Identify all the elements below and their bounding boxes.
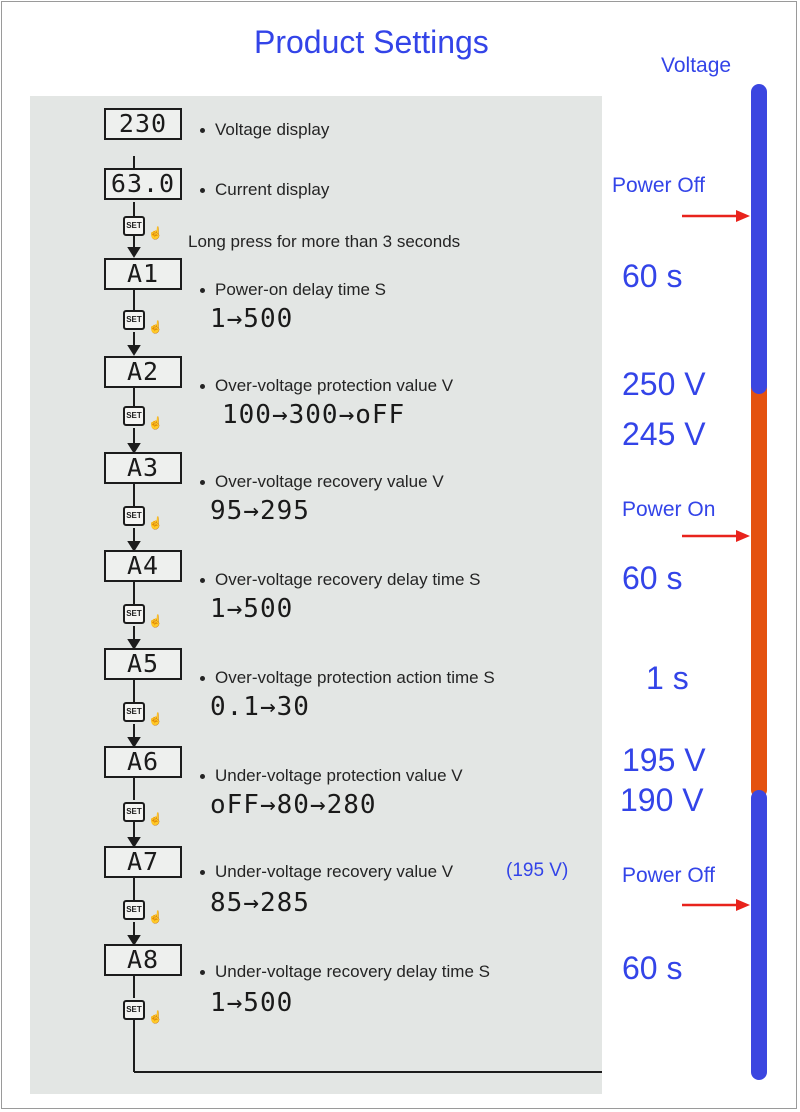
hand-press-icon: ☝ xyxy=(148,614,163,628)
set-key: SET xyxy=(123,802,145,822)
param-a4-label xyxy=(200,570,580,590)
set-key: SET xyxy=(123,1000,145,1020)
lcd-a7: A7 xyxy=(104,846,182,878)
param-a1-text: Power-on delay time S xyxy=(215,280,387,299)
hand-press-icon: ☝ xyxy=(148,320,163,334)
bullet-dot xyxy=(200,676,205,681)
voltage-display-text: Voltage display xyxy=(215,120,330,139)
power-off-top-label: Power Off xyxy=(612,174,705,197)
hand-press-icon: ☝ xyxy=(148,910,163,924)
delay-top-label: 60 s xyxy=(622,258,683,294)
set-key: SET xyxy=(123,506,145,526)
set-key: SET xyxy=(123,604,145,624)
param-a7-text: Under-voltage recovery value V xyxy=(215,862,454,881)
power-on-arrow-icon xyxy=(682,528,750,544)
uv-recover-label: 195 V xyxy=(622,742,706,778)
hand-press-icon: ☝ xyxy=(148,1010,163,1024)
bullet-dot xyxy=(200,128,205,133)
hand-press-icon: ☝ xyxy=(148,416,163,430)
param-a2-text: Over-voltage protection value V xyxy=(215,376,454,395)
param-a1-label xyxy=(200,280,580,300)
lcd-a5: A5 xyxy=(104,648,182,680)
power-off-bar-top xyxy=(751,84,767,394)
param-a5-text: Over-voltage protection action time S xyxy=(215,668,495,687)
bullet-dot xyxy=(200,578,205,583)
delay-mid-label: 60 s xyxy=(622,560,683,596)
lcd-a3: A3 xyxy=(104,452,182,484)
hand-press-icon: ☝ xyxy=(148,226,163,240)
param-a6-label xyxy=(200,766,580,786)
lcd-a2: A2 xyxy=(104,356,182,388)
param-a1-range: 1→500 xyxy=(210,304,294,334)
param-a3-range: 95→295 xyxy=(210,496,310,526)
param-a8-range: 1→500 xyxy=(210,988,294,1018)
power-on-bar xyxy=(751,378,767,798)
param-a3-label xyxy=(200,472,580,492)
bullet-dot xyxy=(200,188,205,193)
bullet-dot xyxy=(200,970,205,975)
hand-press-icon: ☝ xyxy=(148,812,163,826)
param-a2-label xyxy=(200,376,580,396)
set-key: SET xyxy=(123,406,145,426)
param-a5-range: 0.1→30 xyxy=(210,692,310,722)
page-title: Product Settings xyxy=(254,24,489,60)
param-a6-text: Under-voltage protection value V xyxy=(215,766,463,785)
set-key-long-press: SET xyxy=(123,216,145,236)
lcd-a6: A6 xyxy=(104,746,182,778)
param-a4-text: Over-voltage recovery delay time S xyxy=(215,570,481,589)
lcd-a8: A8 xyxy=(104,944,182,976)
bullet-dot xyxy=(200,288,205,293)
delay-bottom-label: 60 s xyxy=(622,950,683,986)
power-off-bottom-arrow-icon xyxy=(682,897,750,913)
param-a3-text: Over-voltage recovery value V xyxy=(215,472,444,491)
hand-press-icon: ☝ xyxy=(148,516,163,530)
param-a2-range: 100→300→oFF xyxy=(222,400,406,430)
bullet-dot xyxy=(200,870,205,875)
bullet-dot xyxy=(200,384,205,389)
bullet-dot xyxy=(200,480,205,485)
param-a4-range: 1→500 xyxy=(210,594,294,624)
param-a6-range: oFF→80→280 xyxy=(210,790,377,820)
param-a7-range: 85→285 xyxy=(210,888,310,918)
lcd-a1: A1 xyxy=(104,258,182,290)
long-press-note: Long press for more than 3 seconds xyxy=(188,232,461,251)
power-off-top-arrow-icon xyxy=(682,208,750,224)
voltage-heading: Voltage xyxy=(661,54,732,77)
voltage-display-label xyxy=(200,120,580,140)
a7-annotation: (195 V) xyxy=(506,860,569,881)
set-key: SET xyxy=(123,900,145,920)
hand-press-icon: ☝ xyxy=(148,712,163,726)
lcd-current-display: 63.0 xyxy=(104,168,182,200)
action-time-label: 1 s xyxy=(646,660,689,696)
power-on-label: Power On xyxy=(622,498,716,521)
ov-recover-label: 245 V xyxy=(622,416,706,452)
current-display-label xyxy=(200,180,580,200)
set-key: SET xyxy=(123,310,145,330)
lcd-a4: A4 xyxy=(104,550,182,582)
param-a8-text: Under-voltage recovery delay time S xyxy=(215,962,490,981)
bullet-dot xyxy=(200,774,205,779)
manual-photo xyxy=(30,96,602,1094)
ov-protect-label: 250 V xyxy=(622,366,706,402)
param-a5-label xyxy=(200,668,580,688)
power-off-bar-bottom xyxy=(751,790,767,1080)
set-key: SET xyxy=(123,702,145,722)
param-a8-label xyxy=(200,962,580,982)
lcd-voltage-display: 230 xyxy=(104,108,182,140)
power-off-bottom-label: Power Off xyxy=(622,864,715,887)
current-display-text: Current display xyxy=(215,180,330,199)
uv-protect-label: 190 V xyxy=(620,782,704,818)
